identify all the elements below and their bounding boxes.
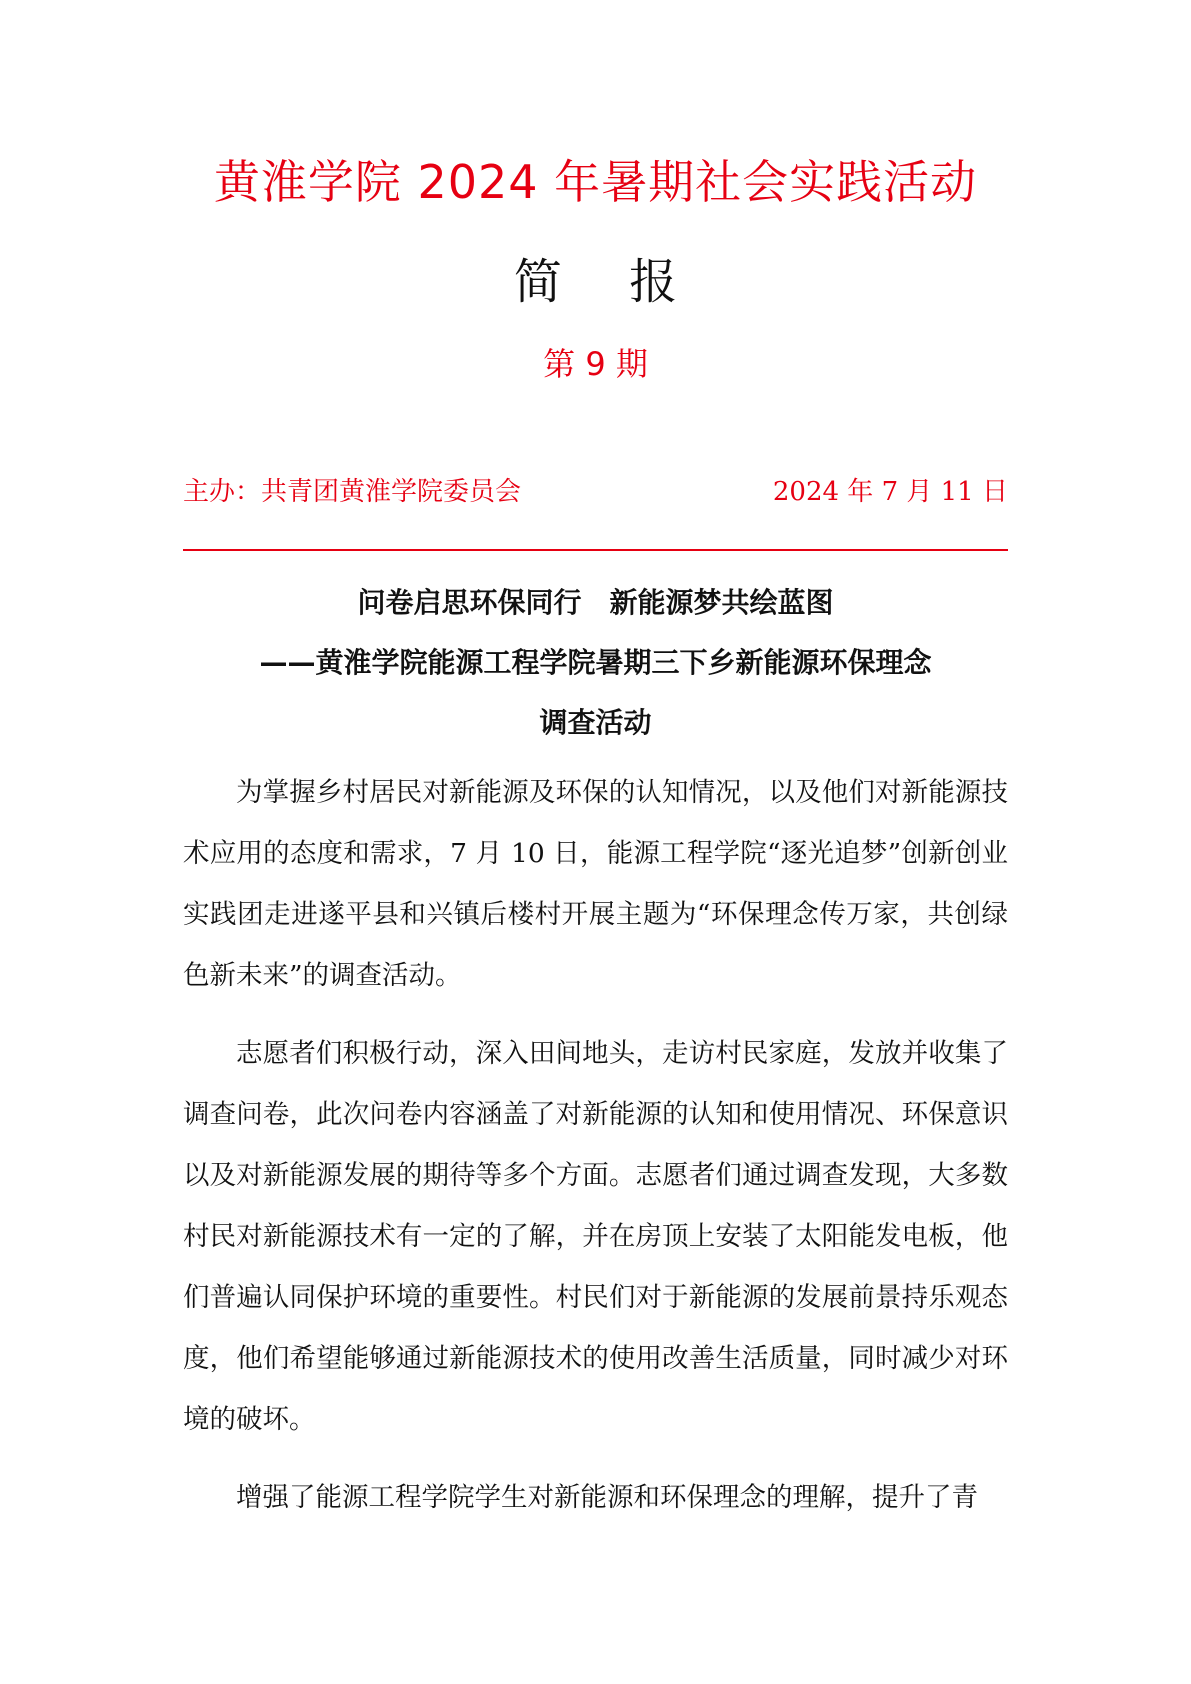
issue-number: 第 9 期	[543, 345, 648, 383]
bulletin-subtitle: 简 报	[513, 254, 704, 310]
article-subtitle: ——黄淮学院能源工程学院暑期三下乡新能源环保理念	[259, 646, 932, 679]
body-paragraph: 为掌握乡村居民对新能源及环保的认知情况，以及他们对新能源技术应用的态度和需求，7 月 10 日，能源工程学院“逐光追梦”创新创业实践团走进遂平县和兴镇后楼村开展主题为“环保理念传万家，共创绿色新未来”的调查活动。	[183, 777, 1008, 991]
body-paragraph: 志愿者们积极行动，深入田间地头，走访村民家庭，发放并收集了调查问卷，此次问卷内容涵盖了对新能源的认知和使用情况、环保意识以及对新能源发展的期待等多个方面。志愿者们通过调查发现，大多数村民对新能源技术有一定的了解，并在房顶上安装了太阳能发电板，他们普遍认同保护环境的重要性。村民们对于新能源的发展前景持乐观态度，他们希望能够通过新能源技术的使用改善生活质量，同时减少对环境的破坏。	[183, 1038, 1008, 1435]
article-title: 问卷启思环保同行 新能源梦共绘蓝图	[357, 586, 834, 619]
sponsor-row	[183, 472, 1008, 512]
article-subtitle-continued: 调查活动	[539, 706, 652, 739]
body-paragraph: 增强了能源工程学院学生对新能源和环保理念的理解，提升了青	[236, 1482, 978, 1513]
article-body	[183, 762, 1008, 1545]
bulletin-masthead-title: 黄淮学院 2024 年暑期社会实践活动	[213, 155, 978, 209]
publication-date: 2024 年 7 月 11 日	[772, 477, 1008, 507]
red-divider-line	[183, 549, 1008, 551]
sponsor-organization: 主办：共青团黄淮学院委员会	[183, 477, 522, 507]
